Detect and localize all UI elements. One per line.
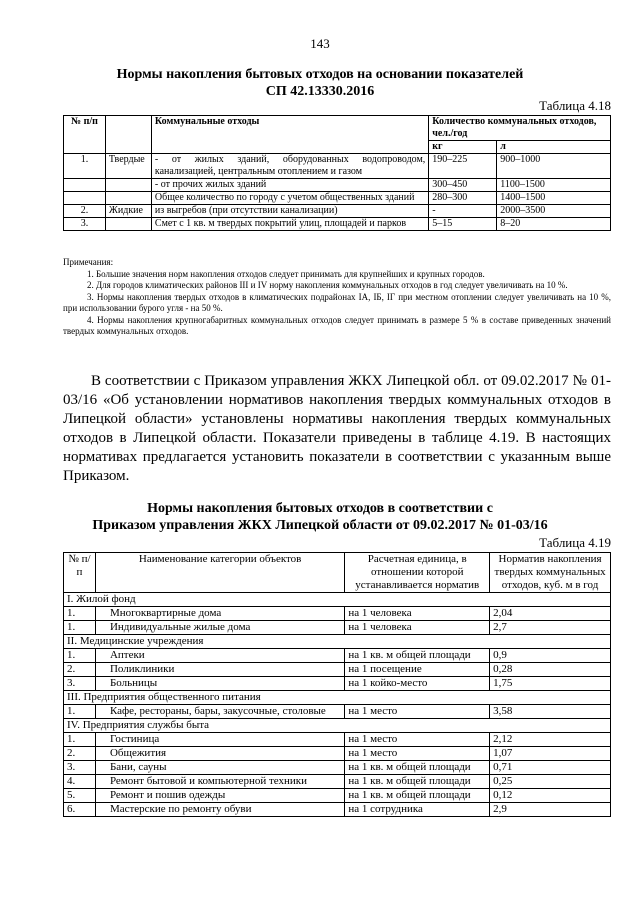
header-num: № п/п — [64, 553, 96, 593]
cell-norm: 0,25 — [490, 775, 611, 789]
cell-desc: - от прочих жилых зданий — [151, 179, 428, 192]
cell-desc: - от жилых зданий, оборудованных водопроводом, канализацией, центральным отоплением и газом — [151, 154, 428, 179]
table-row — [64, 192, 611, 205]
cell-unit: на 1 койко-место — [345, 677, 490, 691]
cell-unit: на 1 место — [345, 705, 490, 719]
cell-l: 1400–1500 — [497, 192, 611, 205]
cell-num: 1. — [64, 154, 106, 179]
cell-kg: 280–300 — [429, 192, 497, 205]
section-title: I. Жилой фонд — [64, 593, 611, 607]
cell-kg: - — [429, 205, 497, 218]
cell-l: 900–1000 — [497, 154, 611, 179]
cell-num: 3. — [64, 761, 96, 775]
cell-kg: 5–15 — [429, 218, 497, 231]
header-l: л — [497, 141, 611, 154]
waste-norms-table-lipetsk — [63, 552, 611, 817]
cell-name: Бани, сауны — [95, 761, 344, 775]
table-row — [64, 205, 611, 218]
cell-num — [64, 179, 106, 192]
cell-unit: на 1 место — [345, 733, 490, 747]
notes — [63, 257, 611, 338]
cell-kg: 300–450 — [429, 179, 497, 192]
section-title: III. Предприятия общественного питания — [64, 691, 611, 705]
table-row — [64, 803, 611, 817]
table-row — [64, 733, 611, 747]
cell-desc: Смет с 1 кв. м твердых покрытий улиц, площадей и парков — [151, 218, 428, 231]
cell-num: 3. — [64, 218, 106, 231]
waste-norms-table-sp — [63, 115, 611, 231]
cell-num: 2. — [64, 747, 96, 761]
cell-type — [105, 179, 151, 192]
table-row — [64, 621, 611, 635]
cell-desc: Общее количество по городу с учетом общественных зданий — [151, 192, 428, 205]
cell-l: 1100–1500 — [497, 179, 611, 192]
header-type — [105, 116, 151, 154]
header-kg: кг — [429, 141, 497, 154]
cell-name: Ремонт и пошив одежды — [95, 789, 344, 803]
header-waste: Коммунальные отходы — [151, 116, 428, 154]
cell-name: Общежития — [95, 747, 344, 761]
cell-norm: 0,12 — [490, 789, 611, 803]
cell-norm: 3,58 — [490, 705, 611, 719]
cell-num: 6. — [64, 803, 96, 817]
cell-norm: 2,04 — [490, 607, 611, 621]
cell-num: 1. — [64, 649, 96, 663]
header-unit: Расчетная единица, в отношении которой устанавливается норматив — [345, 553, 490, 593]
note-item: 2. Для городов климатических районов III и IV норму накопления коммунальных отходов в год следует увеличивать на 10 %. — [87, 280, 568, 290]
table-row — [64, 154, 611, 179]
cell-name: Индивидуальные жилые дома — [95, 621, 344, 635]
cell-unit: на 1 человека — [345, 621, 490, 635]
cell-type — [105, 218, 151, 231]
cell-num — [64, 192, 106, 205]
cell-unit: на 1 кв. м общей площади — [345, 761, 490, 775]
paragraph-text: В соответствии с Приказом управления ЖКХ Липецкой обл. от 09.02.2017 № 01-03/16 «Об установлении нормативов накопления твердых коммунальных отходов в Липецкой области» установлены нормативы накопления твердых коммунальных отходов в Липецкой области. Показатели приведены в таблице 4.19. В настоящих нормативах предлагается установить показатели в соответствии с указанным выше Приказом. — [63, 373, 611, 484]
table-row — [64, 761, 611, 775]
section-row — [64, 719, 611, 733]
note-item: 1. Большие значения норм накопления отходов следует принимать для крупнейших и крупных городов. — [87, 268, 485, 279]
cell-name: Поликлиники — [95, 663, 344, 677]
cell-num: 2. — [64, 663, 96, 677]
table-row — [64, 747, 611, 761]
cell-name: Аптеки — [95, 649, 344, 663]
table-row — [64, 218, 611, 231]
header-qty: Количество коммунальных отходов, чел./год — [429, 116, 611, 141]
cell-num: 2. — [64, 205, 106, 218]
heading-line-2: СП 42.13330.2016 — [265, 84, 375, 99]
heading-line-1: Нормы накопления бытовых отходов в соответствии с — [147, 501, 493, 516]
cell-type: Жидкие — [105, 205, 151, 218]
cell-name: Кафе, рестораны, бары, закусочные, столовые — [95, 705, 344, 719]
table-row — [64, 649, 611, 663]
cell-norm: 0,28 — [490, 663, 611, 677]
table-row — [64, 607, 611, 621]
cell-l: 2000–3500 — [497, 205, 611, 218]
cell-unit: на 1 место — [345, 747, 490, 761]
table-row — [64, 663, 611, 677]
cell-norm: 1,75 — [490, 677, 611, 691]
cell-type: Твердые — [105, 154, 151, 179]
table-row — [64, 677, 611, 691]
cell-unit: на 1 кв. м общей площади — [345, 789, 490, 803]
cell-name: Ремонт бытовой и компьютерной техники — [95, 775, 344, 789]
header-norm: Норматив накопления твердых коммунальных отходов, куб. м в год — [490, 553, 611, 593]
heading-table-4-19 — [60, 500, 580, 534]
table-row — [64, 775, 611, 789]
cell-num: 4. — [64, 775, 96, 789]
note-item: 4. Нормы накопления крупногабаритных коммунальных отходов следует принимать в размере 5 % в составе приведенных значений твердых коммунальных отходов. — [63, 314, 611, 336]
cell-num: 3. — [64, 677, 96, 691]
cell-l: 8–20 — [497, 218, 611, 231]
cell-num: 1. — [64, 705, 96, 719]
section-title: IV. Предприятия службы быта — [64, 719, 611, 733]
body-paragraph — [63, 372, 611, 486]
header-name: Наименование категории объектов — [95, 553, 344, 593]
cell-unit: на 1 посещение — [345, 663, 490, 677]
cell-unit: на 1 кв. м общей площади — [345, 649, 490, 663]
cell-name: Больницы — [95, 677, 344, 691]
cell-desc: из выгребов (при отсутствии канализации) — [151, 205, 428, 218]
table-label: Таблица 4.19 — [539, 535, 611, 550]
cell-norm: 0,71 — [490, 761, 611, 775]
table-body — [64, 154, 611, 231]
table-row — [64, 789, 611, 803]
cell-num: 1. — [64, 607, 96, 621]
heading-line-2: Приказом управления ЖКХ Липецкой области от 09.02.2017 № 01-03/16 — [92, 518, 548, 533]
note-item: 3. Нормы накопления твердых отходов в климатических подрайонах IA, IБ, IГ при местном отоплении следует увеличивать на 10 %, при использовании бурого угля - на 50 %. — [63, 291, 611, 313]
table-row — [64, 705, 611, 719]
cell-num: 1. — [64, 733, 96, 747]
table-label: Таблица 4.18 — [539, 98, 611, 113]
table-body — [64, 593, 611, 817]
cell-kg: 190–225 — [429, 154, 497, 179]
cell-name: Мастерские по ремонту обуви — [95, 803, 344, 817]
heading-line-1: Нормы накопления бытовых отходов на основании показателей — [116, 67, 524, 82]
section-row — [64, 691, 611, 705]
cell-num: 1. — [64, 621, 96, 635]
cell-name: Гостиница — [95, 733, 344, 747]
cell-unit: на 1 сотрудника — [345, 803, 490, 817]
section-row — [64, 635, 611, 649]
page-number: 143 — [310, 36, 330, 51]
table-row — [64, 179, 611, 192]
section-row — [64, 593, 611, 607]
cell-norm: 2,9 — [490, 803, 611, 817]
cell-norm: 2,7 — [490, 621, 611, 635]
section-title: II. Медицинские учреждения — [64, 635, 611, 649]
cell-name: Многоквартирные дома — [95, 607, 344, 621]
cell-norm: 0,9 — [490, 649, 611, 663]
notes-title: Примечания: — [63, 257, 114, 267]
cell-type — [105, 192, 151, 205]
cell-norm: 2,12 — [490, 733, 611, 747]
cell-norm: 1,07 — [490, 747, 611, 761]
cell-unit: на 1 кв. м общей площади — [345, 775, 490, 789]
header-num: № п/п — [64, 116, 106, 154]
cell-num: 5. — [64, 789, 96, 803]
heading-table-4-18 — [60, 66, 580, 100]
cell-unit: на 1 человека — [345, 607, 490, 621]
